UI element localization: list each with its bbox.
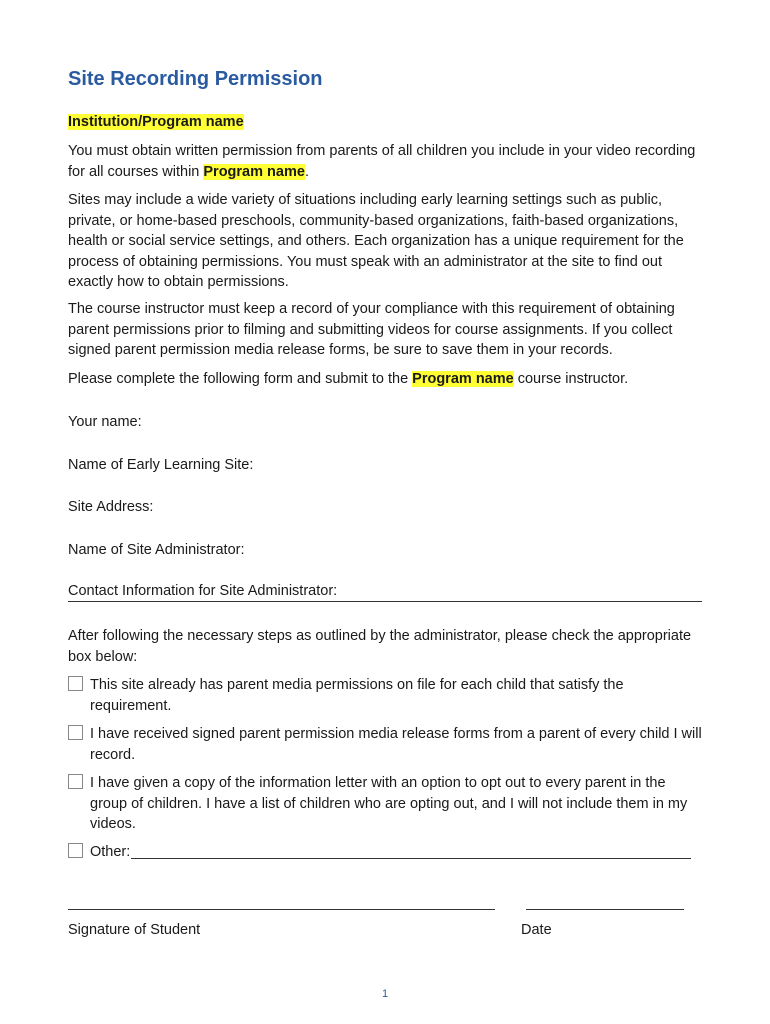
option-label: I have given a copy of the information letter with an option to opt out to every parent in the group of children. I have a list of children who are opting out, and I will not include them in my videos. — [90, 775, 688, 832]
site-address-field[interactable]: Site Address: — [68, 499, 154, 515]
option-other — [68, 842, 704, 863]
option-opt-out-letter — [68, 773, 704, 835]
option-label: Other: — [90, 844, 131, 860]
date-label: Date — [521, 922, 552, 938]
checkbox-other[interactable] — [68, 843, 83, 858]
submit-text-end: course instructor. — [513, 371, 629, 387]
other-input-line[interactable] — [131, 858, 691, 859]
sites-paragraph: Sites may include a wide variety of situations including early learning settings such as public, private, or home-based preschools, community-based organizations, faith-based organizations, health or social service settings, and others. Each organization has a unique requirement for the process of obtaining permissions. You must speak with an administrator at the site to find out exactly how to obtain permissions. — [68, 192, 684, 290]
intro-text: You must obtain written permission from parents of all children you include in your video recording for all courses within — [68, 143, 696, 180]
instructor-paragraph: The course instructor must keep a record of your compliance with this requirement of obtaining parent permissions prior to filming and submitting videos for course assignments. If you collect signed parent permission media release forms, be sure to save them in your records. — [68, 301, 675, 358]
option-label: I have received signed parent permission media release forms from a parent of every child I will record. — [90, 726, 702, 763]
signature-line[interactable] — [68, 909, 495, 910]
option-label: This site already has parent media permissions on file for each child that satisfy the requirement. — [90, 677, 624, 714]
checkbox-signed-forms[interactable] — [68, 725, 83, 740]
institution-name-highlight: Institution/Program name — [68, 114, 244, 130]
option-permissions-on-file — [68, 675, 704, 716]
checkbox-permissions-on-file[interactable] — [68, 676, 83, 691]
program-name-highlight-2: Program name — [412, 371, 514, 387]
your-name-field[interactable]: Your name: — [68, 414, 142, 430]
intro-paragraph — [68, 141, 704, 182]
contact-info-field[interactable]: Contact Information for Site Administrator: — [68, 582, 702, 602]
document-title: Site Recording Permission — [68, 68, 323, 90]
date-line[interactable] — [526, 909, 684, 910]
checkbox-opt-out-letter[interactable] — [68, 774, 83, 789]
document-page — [68, 0, 704, 1024]
admin-name-field[interactable]: Name of Site Administrator: — [68, 542, 245, 558]
site-name-field[interactable]: Name of Early Learning Site: — [68, 457, 254, 473]
submit-paragraph — [68, 369, 704, 390]
institution-placeholder — [68, 113, 244, 131]
page-number: 1 — [382, 988, 389, 1000]
submit-text: Please complete the following form and submit to the — [68, 371, 413, 387]
option-signed-forms — [68, 724, 704, 765]
signature-label: Signature of Student — [68, 922, 201, 938]
check-instructions: After following the necessary steps as outlined by the administrator, please check the appropriate box below: — [68, 628, 692, 665]
intro-text-end: . — [304, 163, 309, 180]
program-name-highlight: Program name — [203, 163, 305, 180]
